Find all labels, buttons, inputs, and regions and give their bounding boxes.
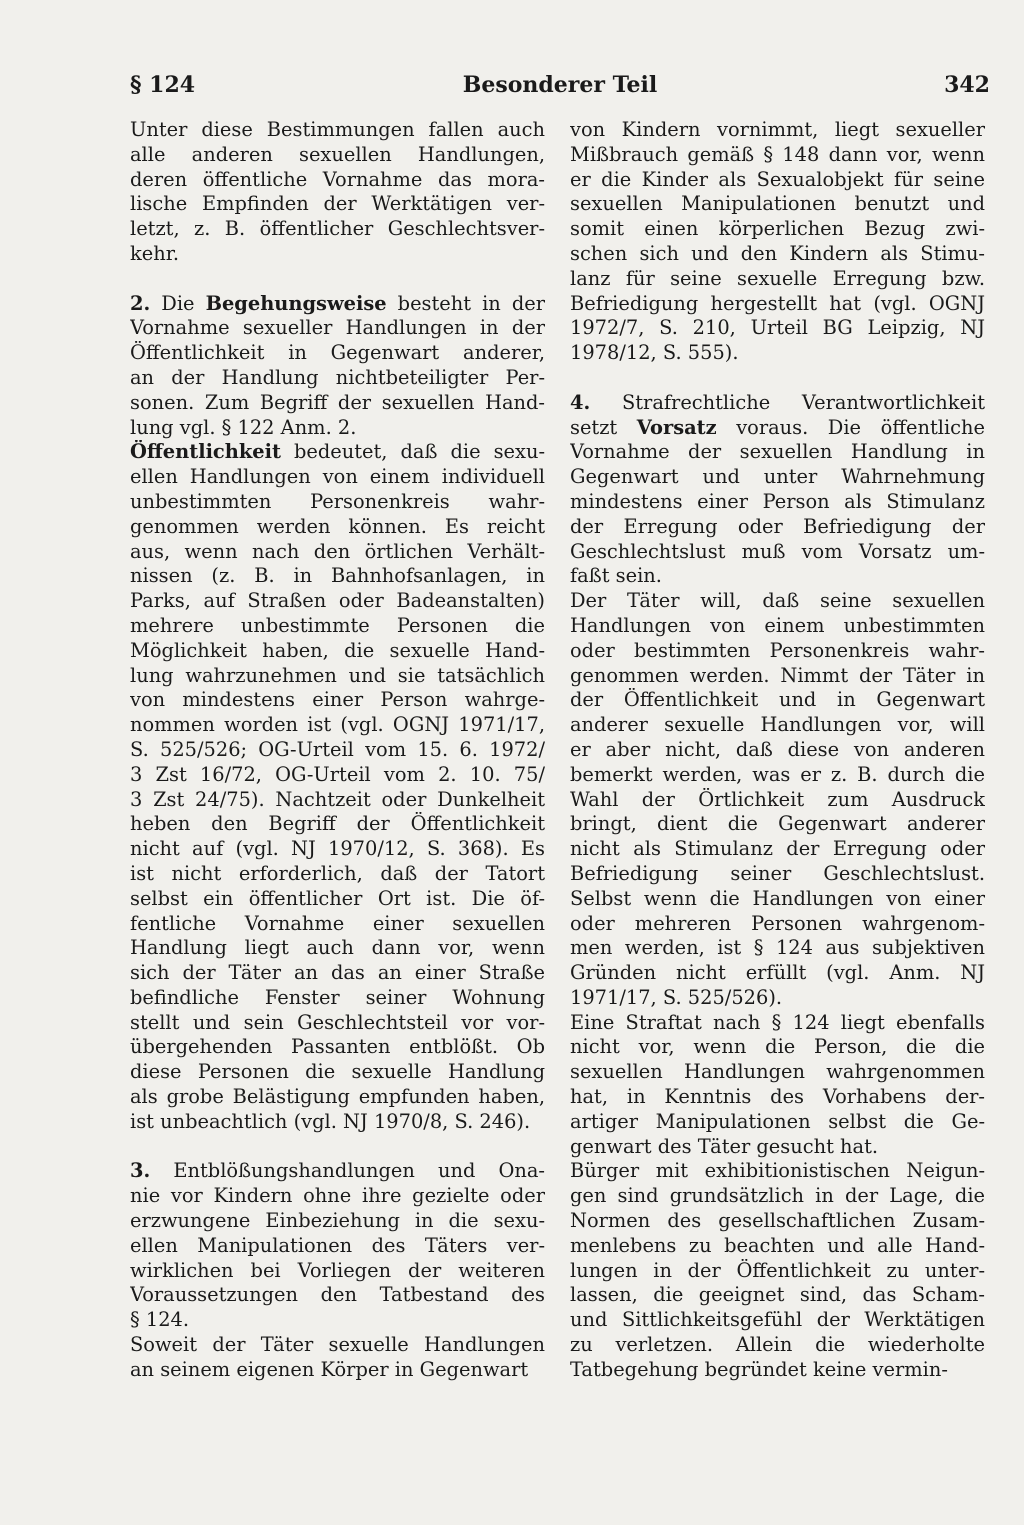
text-line: nicht vor, wenn die Person, die die — [570, 1035, 985, 1059]
paragraph — [570, 1159, 985, 1382]
text-line: 1971/17, S. 525/526). — [570, 985, 783, 1009]
text-line: der Öffentlichkeit und in Gegenwart — [570, 688, 985, 712]
text-line: Bürger mit exhibitionistischen Neigun- — [570, 1159, 985, 1183]
text-line: 1972/7, S. 210, Urteil BG Leipzig, NJ — [570, 316, 985, 340]
text-line: und Sittlichkeitsgefühl der Werktätigen — [570, 1308, 985, 1332]
text-line: alle anderen sexuellen Handlungen, — [130, 142, 545, 166]
text-line: an der Handlung nichtbeteiligter Per- — [130, 365, 545, 389]
text-line: S. 525/526; OG-Urteil vom 15. 6. 1972/ — [130, 737, 545, 761]
text-line: mindestens einer Person als Stimulanz — [570, 489, 985, 513]
text-line: gen sind grundsätzlich in der Lage, die — [570, 1184, 985, 1208]
paragraph-lead-line: Öffentlichkeit bedeutet, daß die sexu- — [130, 440, 545, 464]
paragraph-lead-line: 4. Strafrechtliche Verantwortlichkeit — [570, 390, 985, 414]
paragraph-lead-line: 2. Die Begehungsweise besteht in der — [130, 291, 545, 315]
page-header — [130, 72, 990, 104]
paragraph — [130, 118, 545, 267]
text-line: von Kindern vornimmt, liegt sexueller — [570, 118, 985, 141]
text-line: er aber nicht, daß diese von anderen — [570, 737, 985, 761]
text-line: lassen, die geeignet sind, das Scham- — [570, 1283, 985, 1307]
keyword: Begehungsweise — [205, 291, 387, 315]
text-line: er die Kinder als Sexualobjekt für seine — [570, 167, 985, 191]
text-line: somit einen körperlichen Bezug zwi- — [570, 217, 985, 241]
text-line: 1978/12, S. 555). — [570, 341, 739, 365]
text-line: anderer sexuelle Handlungen vor, will — [570, 713, 985, 737]
text-line: Tatbegehung begründet keine vermin- — [570, 1357, 948, 1381]
text-line: sexuellen Manipulationen benutzt und — [570, 192, 985, 216]
text-line: mehrere unbestimmte Personen die — [130, 613, 545, 637]
text-line: übergehenden Passanten entblößt. Ob — [130, 1035, 545, 1059]
text-line: sich der Täter an das an einer Straße — [130, 961, 545, 985]
text-line: Handlungen von einem unbestimmten — [570, 613, 985, 637]
text-line: Handlung liegt auch dann vor, wenn — [130, 936, 545, 960]
text-line: Möglichkeit haben, die sexuelle Hand- — [130, 638, 545, 662]
text-line: 3 Zst 16/72, OG-Urteil vom 2. 10. 75/ — [130, 762, 545, 786]
text-line: Voraussetzungen den Tatbestand des — [130, 1283, 545, 1307]
paragraph — [570, 589, 985, 1011]
text-line: lanz für seine sexuelle Erregung bzw. — [570, 266, 985, 290]
text-line: befindliche Fenster seiner Wohnung — [130, 985, 545, 1009]
text-line: menlebens zu beachten und alle Hand- — [570, 1233, 985, 1257]
text-line: stellt und sein Geschlechtsteil vor vor- — [130, 1010, 545, 1034]
text-line: wirklichen bei Vorliegen der weiteren — [130, 1258, 545, 1282]
text-line: nissen (z. B. in Bahnhofsanlagen, in — [130, 564, 545, 588]
text-line: letzt, z. B. öffentlicher Geschlechtsver- — [130, 217, 545, 241]
text-line: schen sich und den Kindern als Stimu- — [570, 241, 985, 265]
text-line: nicht als Stimulanz der Erregung oder — [570, 837, 985, 861]
text-line: der Erregung oder Befriedigung der — [570, 514, 985, 538]
text-line: Befriedigung hergestellt hat (vgl. OGNJ — [570, 291, 985, 315]
text-line: Geschlechtslust muß vom Vorsatz um- — [570, 539, 985, 563]
text-line: nicht auf (vgl. NJ 1970/12, S. 368). Es — [130, 837, 545, 861]
text-line: genommen werden können. Es reicht — [130, 514, 545, 538]
page-number: 342 — [944, 72, 990, 98]
text-line: genommen werden. Nimmt der Täter in — [570, 663, 985, 687]
text-line: heben den Begriff der Öffentlichkeit — [130, 812, 545, 836]
text-line: Selbst wenn die Handlungen von einer — [570, 886, 985, 910]
text-line: Gegenwart und unter Wahrnehmung — [570, 465, 985, 489]
text-line: an seinem eigenen Körper in Gegenwart — [130, 1357, 529, 1381]
text-line: Normen des gesellschaftlichen Zusam- — [570, 1209, 985, 1233]
text-line: bemerkt werden, was er z. B. durch die — [570, 762, 985, 786]
keyword: Öffentlichkeit — [130, 440, 281, 464]
section-reference: § 124 — [130, 72, 196, 98]
text-line: diese Personen die sexuelle Handlung — [130, 1060, 545, 1084]
text-line: von mindestens einer Person wahrge- — [130, 688, 545, 712]
paragraph — [130, 440, 545, 1134]
paragraph — [130, 1159, 545, 1333]
text-line: 3 Zst 24/75). Nachtzeit oder Dunkelheit — [130, 787, 545, 811]
text-line: Öffentlichkeit in Gegenwart anderer, — [130, 341, 545, 365]
paragraph — [570, 1011, 985, 1160]
paragraph-line: setzt Vorsatz voraus. Die öffentliche — [570, 415, 985, 439]
text-line: ist unbeachtlich (vgl. NJ 1970/8, S. 246). — [130, 1109, 531, 1133]
text-line: ellen Manipulationen des Täters ver- — [130, 1233, 545, 1257]
text-line: zu verletzen. Allein die wiederholte — [570, 1333, 985, 1357]
text-line: Befriedigung seiner Geschlechtslust. — [570, 861, 985, 885]
text-line: ist nicht erforderlich, daß der Tatort — [130, 861, 545, 885]
left-column — [130, 118, 545, 1383]
text-line: unbestimmten Personenkreis wahr- — [130, 489, 545, 513]
paragraph-lead-line: 3. Entblößungshandlungen und Ona- — [130, 1159, 545, 1183]
text-line: selbst ein öffentlicher Ort ist. Die öf- — [130, 886, 545, 910]
text-line: oder mehreren Personen wahrgenom- — [570, 911, 985, 935]
text-line: deren öffentliche Vornahme das mora- — [130, 167, 545, 191]
text-line: genwart des Täter gesucht hat. — [570, 1134, 879, 1158]
text-line: Der Täter will, daß seine sexuellen — [570, 589, 985, 613]
text-line: sonen. Zum Begriff der sexuellen Hand- — [130, 390, 545, 414]
text-line: fentliche Vornahme einer sexuellen — [130, 911, 545, 935]
text-line: Vornahme sexueller Handlungen in der — [130, 316, 545, 340]
text-line: Vornahme der sexuellen Handlung in — [570, 440, 985, 464]
text-line: Wahl der Örtlichkeit zum Ausdruck — [570, 787, 985, 811]
text-line: Soweit der Täter sexuelle Handlungen — [130, 1333, 545, 1357]
text-line: lung wahrzunehmen und sie tatsächlich — [130, 663, 545, 687]
text-line: aus, wenn nach den örtlichen Verhält- — [130, 539, 545, 563]
keyword: Vorsatz — [636, 415, 717, 439]
paragraph — [570, 118, 985, 366]
running-title: Besonderer Teil — [462, 72, 658, 98]
text-line: lung vgl. § 122 Anm. 2. — [130, 415, 357, 439]
text-line: lungen in der Öffentlichkeit zu unter- — [570, 1258, 985, 1282]
text-line: nommen worden ist (vgl. OGNJ 1971/17, — [130, 713, 545, 737]
paragraph — [130, 1333, 545, 1383]
text-line: hat, in Kenntnis des Vorhabens der- — [570, 1085, 985, 1109]
text-line: ellen Handlungen von einem individuell — [130, 465, 545, 489]
text-line: Mißbrauch gemäß § 148 dann vor, wenn — [570, 142, 985, 166]
text-line: sexuellen Handlungen wahrgenommen — [570, 1060, 985, 1084]
text-line: oder bestimmten Personenkreis wahr- — [570, 638, 985, 662]
text-line: Unter diese Bestimmungen fallen auch — [130, 118, 545, 141]
text-line: bringt, dient die Gegenwart anderer — [570, 812, 985, 836]
text-line: Parks, auf Straßen oder Badeanstalten) — [130, 589, 545, 613]
text-line: als grobe Belästigung empfunden haben, — [130, 1085, 545, 1109]
paragraph-number: 4. — [570, 390, 591, 414]
text-line: lische Empfinden der Werktätigen ver- — [130, 192, 545, 216]
paragraph — [130, 292, 545, 441]
text-line: Eine Straftat nach § 124 liegt ebenfalls — [570, 1010, 985, 1034]
text-line: Gründen nicht erfüllt (vgl. Anm. NJ — [570, 961, 985, 985]
paragraph-number: 2. — [130, 291, 151, 315]
text-line: erzwungene Einbeziehung in die sexu- — [130, 1209, 545, 1233]
text-line: nie vor Kindern ohne ihre gezielte oder — [130, 1184, 545, 1208]
text-line: men werden, ist § 124 aus subjektiven — [570, 936, 985, 960]
paragraph-number: 3. — [130, 1159, 151, 1183]
paragraph — [570, 391, 985, 589]
text-line: kehr. — [130, 241, 180, 265]
text-line: § 124. — [130, 1308, 190, 1332]
text-line: faßt sein. — [570, 564, 662, 588]
right-column — [570, 118, 985, 1383]
text-line: artiger Manipulationen selbst die Ge- — [570, 1109, 985, 1133]
